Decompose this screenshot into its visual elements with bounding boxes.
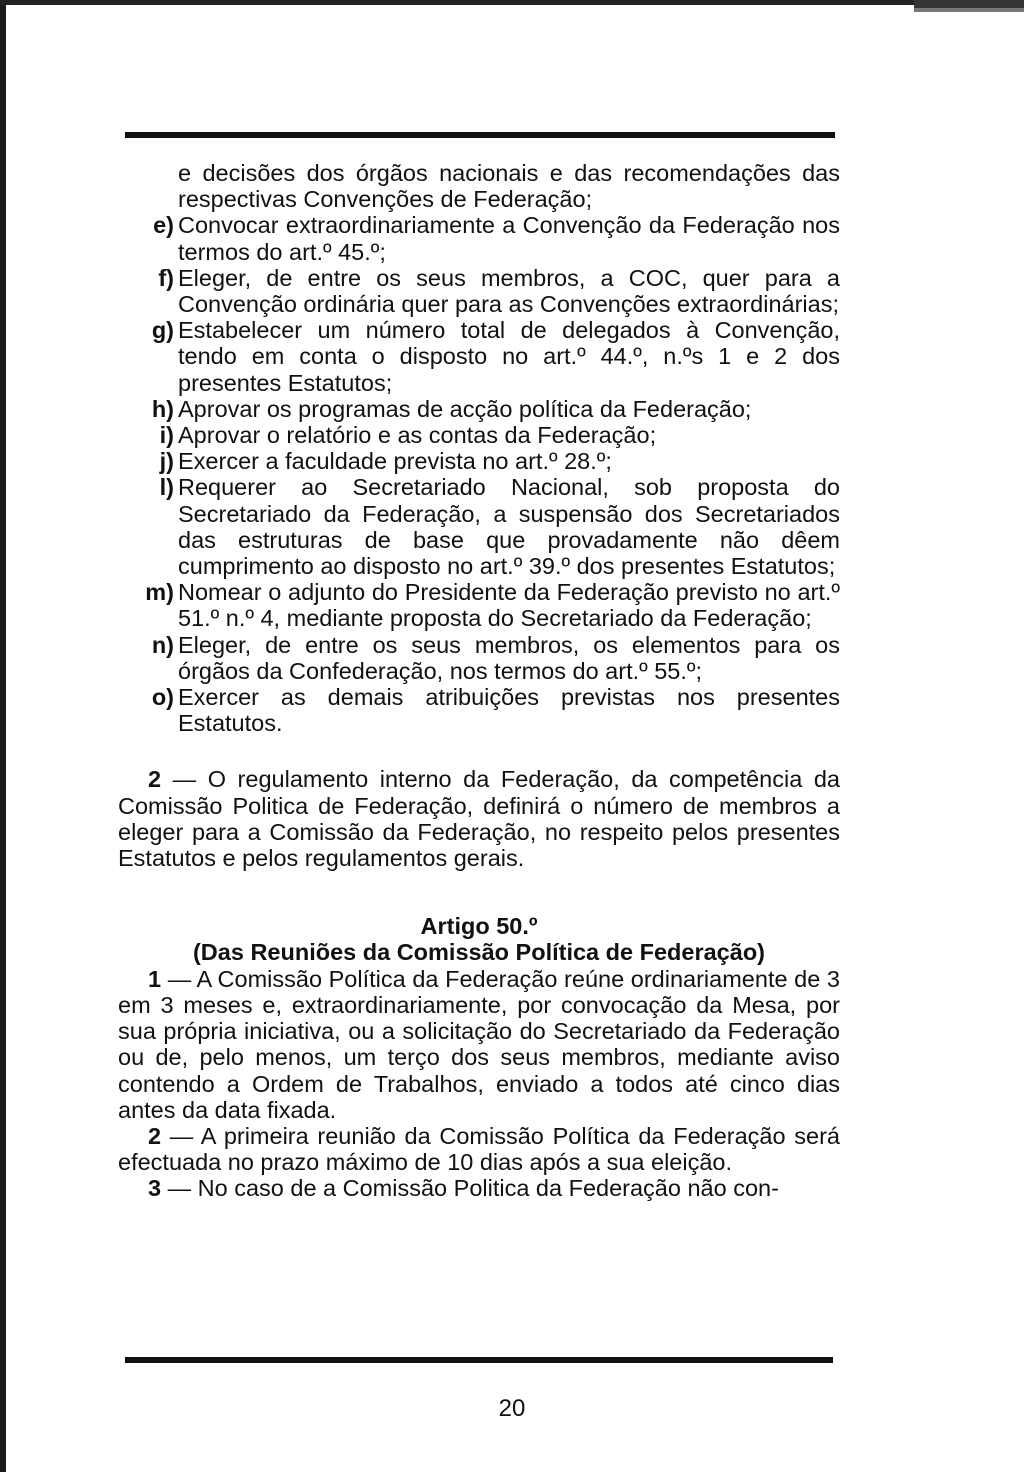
paragraph-number: 2 [148,1122,162,1149]
paragraph-text: — O regulamento interno da Federação, da competência da Comissão Politica de Federação, definirá o número de membros a eleger para a Comissão da Federação, no respeito pelos presentes Estatutos e pelos regulamentos gerais. [118,766,840,872]
list-item [118,396,840,422]
article-paragraph-2 [118,1123,840,1175]
page-number: 20 [498,1395,526,1422]
list-item [118,684,840,736]
item-text: Eleger, de entre os seus membros, a COC, quer para a Convenção ordinária quer para as Convenções extraordinárias; [178,264,840,318]
item-letter: j) [159,448,174,475]
list-item [118,422,840,448]
paragraph-number: 1 [148,965,162,992]
paragraph-2 [118,766,840,871]
item-letter: g) [151,317,174,344]
item-text: Requerer ao Secretariado Nacional, sob proposta do Secretariado da Federação, a suspensão dos Secretariados das estruturas de base que provadamente não dêem cumprimento ao disposto no art.º 39.º dos presentes Estatutos; [178,474,840,580]
item-letter: i) [159,422,174,449]
item-letter: e) [153,212,174,239]
item-text: Eleger, de entre os seus membros, os elementos para os órgãos da Confederação, nos termos do art.º 55.º; [178,631,840,684]
top-rule [125,132,835,138]
paragraph-text: — A primeira reunião da Comissão Política da Federação será efectuada no prazo máximo de 10 dias após a sua eleição. [118,1122,840,1176]
item-letter: n) [151,631,174,658]
article-paragraph-3 [118,1175,840,1201]
list-item [118,579,840,631]
bottom-rule [125,1357,833,1363]
item-text: Exercer as demais atribuições previstas nos presentes Estatutos. [178,684,840,737]
page-edge-left [0,0,6,1472]
article-subtitle: (Das Reuniões da Comissão Política de Federação) [192,939,765,966]
list-item [118,632,840,684]
item-text: Aprovar os programas de acção política da Federação; [178,395,752,422]
item-text: Aprovar o relatório e as contas da Federação; [178,422,657,449]
page-content [118,160,840,1202]
item-letter: o) [151,684,174,711]
item-letter: l) [159,474,174,501]
paragraph-number: 2 [148,766,162,793]
page-edge-top [0,0,1024,5]
item-letter: f) [158,264,174,291]
item-text: Convocar extraordinariamente a Convenção da Federação nos termos do art.º 45.º; [178,212,840,265]
article-paragraph-1 [118,966,840,1123]
paragraph-text: — No caso de a Comissão Politica da Federação não con- [161,1175,779,1202]
item-text: Estabelecer um número total de delegados à Convenção, tendo em conta o disposto no art.º 44.º, n.ºs 1 e 2 dos presentes Estatutos; [178,317,840,396]
list-item [118,265,840,317]
paragraph-text: — A Comissão Política da Federação reúne ordinariamente de 3 em 3 meses e, extraordinariamente, por convocação da Mesa, por sua própria iniciativa, ou a solicitação do Secretariado da Federação ou de, pelo menos, um terço dos seus membros, mediante aviso contendo a Ordem de Trabalhos, enviado a todos até cinco dias antes da data fixada. [118,965,840,1123]
continued-text: e decisões dos órgãos nacionais e das recomendações das respectivas Convenções de Federação; [178,160,840,213]
item-letter: h) [151,395,174,422]
list-item [118,474,840,579]
article-title: Artigo 50.º [420,913,538,940]
item-text: Exercer a faculdade prevista no art.º 28.º; [178,448,612,475]
page-edge-corner [914,0,1024,22]
item-letter: m) [145,579,174,606]
list-item [118,317,840,396]
list-item [118,448,840,474]
item-text: Nomear o adjunto do Presidente da Federação previsto no art.º 51.º n.º 4, mediante proposta do Secretariado da Federação; [178,579,840,632]
list-item [118,212,840,264]
paragraph-number: 3 [148,1175,162,1202]
item-list [118,212,840,736]
